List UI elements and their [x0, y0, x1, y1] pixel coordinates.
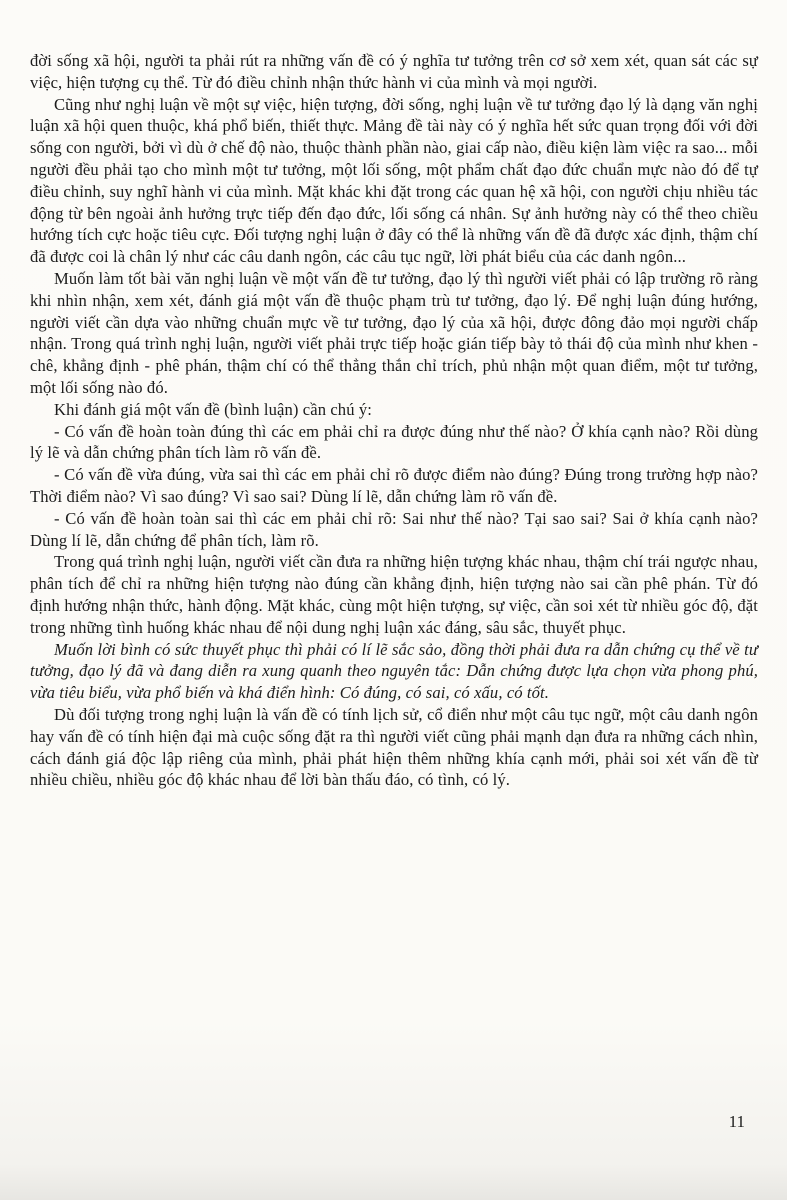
paragraph: đời sống xã hội, người ta phải rút ra những vấn đề có ý nghĩa tư tưởng trên cơ sở xem xét, quan sát các sự việc, hiện tượng cụ thể. Từ đó điều chỉnh nhận thức hành vi của mình và mọi người. [30, 51, 758, 92]
paragraph-italic: Muốn lời bình có sức thuyết phục thì phải có lí lẽ sắc sảo, đồng thời phải đưa ra dẫn chứng cụ thể về tư tưởng, đạo lý đã và đang diễn ra xung quanh theo nguyên tắc: Dẫn chứng được lựa chọn vừa phong phú, vừa tiêu biểu, vừa phổ biến và khá điển hình: Có đúng, có sai, có xấu, có tốt. [30, 639, 758, 703]
paragraph: Khi đánh giá một vấn đề (bình luận) cần chú ý: [54, 399, 372, 419]
paragraph-list-item: - Có vấn đề hoàn toàn sai thì các em phải chỉ rõ: Sai như thế nào? Tại sao sai? Sai ở khía cạnh nào? Dùng lí lẽ, dẫn chứng để phân tích, làm rõ. [30, 508, 758, 550]
body-text [30, 50, 758, 791]
paragraph: Muốn làm tốt bài văn nghị luận về một vấn đề tư tưởng, đạo lý thì người viết phải có lập trường rõ ràng khi nhìn nhận, xem xét, đánh giá một vấn đề thuộc phạm trù tư tưởng, đạo lý. Để nghị luận đúng hướng, người viết cần dựa vào những chuẩn mực về tư tưởng, đạo lý của xã hội, được đông đảo mọi người chấp nhận. Trong quá trình nghị luận, người viết phải trực tiếp hoặc gián tiếp bày tỏ thái độ của mình như khen - chê, khẳng định - phê phán, thậm chí có thể thẳng thắn chỉ trích, phủ nhận một quan điểm, một tư tưởng, một lối sống nào đó. [30, 268, 758, 397]
paragraph: Trong quá trình nghị luận, người viết cần đưa ra những hiện tượng khác nhau, thậm chí trái ngược nhau, phân tích để chỉ ra những hiện tượng nào đúng cần khẳng định, hiện tượng nào sai cần phê phán. Từ đó định hướng nhận thức, hành động. Mặt khác, cùng một hiện tượng, sự việc, cần soi xét từ nhiều góc độ, đặt trong những tình huống khác nhau để nội dung nghị luận xác đáng, sâu sắc, thuyết phục. [30, 552, 758, 637]
paragraph-list-item: - Có vấn đề vừa đúng, vừa sai thì các em phải chỉ rõ được điểm nào đúng? Đúng trong trường hợp nào? Thời điểm nào? Vì sao đúng? Vì sao sai? Dùng lí lẽ, dẫn chứng làm rõ vấn đề. [30, 465, 758, 506]
paragraph: Dù đối tượng trong nghị luận là vấn đề có tính lịch sử, cổ điển như một câu tục ngữ, một câu danh ngôn hay vấn đề có tính hiện đại mà cuộc sống đặt ra thì người viết cũng phải mạnh dạn đưa ra những cách nhìn, cách đánh giá độc lập riêng của mình, phải phát hiện thêm những khía cạnh mới, phải soi xét vấn đề từ nhiều chiều, nhiều góc độ khác nhau để lời bàn thấu đáo, có tình, có lý. [30, 704, 758, 790]
page-number: 11 [728, 1112, 745, 1131]
paragraph: Cũng như nghị luận về một sự việc, hiện tượng, đời sống, nghị luận về tư tưởng đạo lý là dạng văn nghị luận xã hội quen thuộc, khá phổ biến, thiết thực. Mảng đề tài này có ý nghĩa hết sức quan trọng đối với đời sống con người, bởi vì dù ở chế độ nào, thuộc thành phần nào, giai cấp nào, điều kiện làm việc ra sao... mỗi người đều phải tạo cho mình một tư tưởng, một lối sống, một phẩm chất đạo đức chuẩn mực nào đó để tự điều chỉnh, suy nghĩ hành vi của mình. Mặt khác khi đặt trong các quan hệ xã hội, con người chịu nhiều tác động từ bên ngoài ảnh hưởng trực tiếp đến đạo đức, lối sống cá nhân. Sự ảnh hưởng này có thể theo chiều hướng tích cực hoặc tiêu cực. Đối tượng nghị luận ở đây có thể là những vấn đề đã được xác định, thậm chí đã được coi là chân lý như các câu danh ngôn, các câu tục ngữ, lời phát biểu của các danh ngôn... [30, 94, 758, 267]
paragraph-list-item: - Có vấn đề hoàn toàn đúng thì các em phải chỉ ra được đúng như thế nào? Ở khía cạnh nào? Rồi dùng lý lẽ và dẫn chứng phân tích làm rõ vấn đề. [30, 421, 758, 463]
